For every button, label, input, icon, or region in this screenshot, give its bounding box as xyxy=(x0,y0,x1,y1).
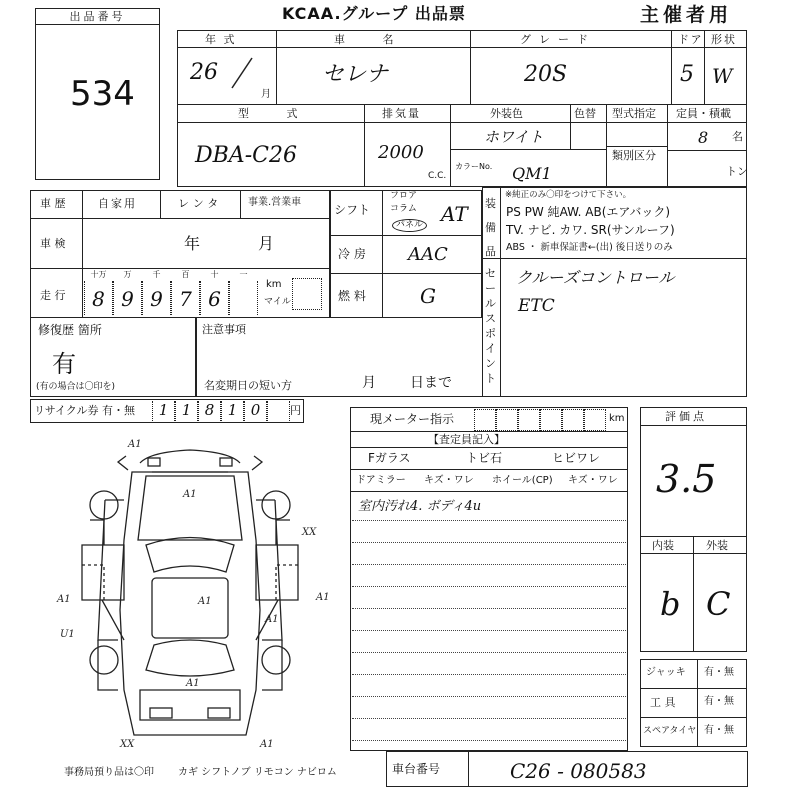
color-code-value: QM1 xyxy=(512,164,552,183)
lot-number-label: 出品番号 xyxy=(36,9,159,25)
notes-month: 月 xyxy=(362,375,376,391)
note-rule-line xyxy=(352,520,626,521)
car-name-label: 車 名 xyxy=(334,33,396,46)
mileage-unit-checkbox xyxy=(292,278,322,310)
mileage-digit-label: 千 xyxy=(152,270,161,279)
shift-option-panel: パネル xyxy=(392,219,427,232)
exterior-label: 外装 xyxy=(706,539,728,552)
recycle-label: リサイクル券 有・無 xyxy=(34,404,135,417)
sales-point-1: クルーズコントロール xyxy=(516,268,675,287)
jack-status: 有・無 xyxy=(704,667,734,678)
stone-chip-label: トビ石 xyxy=(466,451,503,465)
damage-mark: A1 xyxy=(186,678,200,689)
lot-number-box xyxy=(35,8,160,180)
year-value: 26 xyxy=(190,60,218,85)
equipment-note: ※純正のみ〇印をつけて下さい。 xyxy=(505,190,632,200)
exterior-value: C xyxy=(706,585,731,623)
model-label: 型 式 xyxy=(238,107,300,120)
capacity-unit: 名 xyxy=(732,130,743,143)
inspection-label: 車 検 xyxy=(40,237,66,250)
history-label: 車 歴 xyxy=(40,197,66,210)
mirror-state-label: キズ・ワレ xyxy=(424,475,474,486)
damage-mark: A1 xyxy=(128,439,142,450)
mileage-digit: 9 xyxy=(150,287,163,311)
note-rule-line xyxy=(352,564,626,565)
interior-label: 内装 xyxy=(652,539,674,552)
damage-mark: XX xyxy=(302,527,317,538)
inspection-month: 月 xyxy=(258,234,275,253)
recycle-digit: 1 xyxy=(158,401,169,419)
inspector-section-label: 【査定員記入】 xyxy=(428,433,505,446)
rental-option: レンタ xyxy=(178,197,223,210)
mileage-digit: 6 xyxy=(208,287,221,311)
note-rule-line xyxy=(352,674,626,675)
color-label: 外装色 xyxy=(490,107,523,120)
meter-label: 現メーター指示 xyxy=(370,412,455,426)
lot-number-value: 534 xyxy=(70,74,135,114)
mileage-digit: 8 xyxy=(92,287,105,311)
spare-tire-status: 有・無 xyxy=(704,725,734,736)
inspector-note: 室内汚れ4. ボディ4u xyxy=(358,499,482,514)
mileage-digit-label: 十 xyxy=(210,270,219,279)
category-label: 類別区分 xyxy=(612,149,656,162)
rating-score: 3.5 xyxy=(656,457,717,501)
meter-cell-6 xyxy=(584,409,606,431)
ac-value: AAC xyxy=(408,244,448,265)
mileage-digit-label: 十万 xyxy=(90,270,107,279)
inspection-year: 年 xyxy=(184,234,201,253)
meter-cell-4 xyxy=(540,409,562,431)
doors-value: 5 xyxy=(680,62,694,87)
jack-label: ジャッキ xyxy=(646,667,686,678)
year-month-suffix: 月 xyxy=(261,89,271,100)
displacement-value: 2000 xyxy=(378,142,424,163)
mileage-digit: 9 xyxy=(121,287,134,311)
spare-tire-label: スペアタイヤ xyxy=(643,726,697,736)
car-name-value: セレナ xyxy=(322,62,389,87)
recycle-digit-cell xyxy=(267,401,290,421)
ac-label: 冷 房 xyxy=(338,247,366,261)
mileage-digit: 7 xyxy=(179,287,192,311)
tools-status: 有・無 xyxy=(704,696,734,707)
meter-cell-5 xyxy=(562,409,584,431)
meter-cell-2 xyxy=(496,409,518,431)
equipment-line-3: ABS ・ 新車保証書←(出) 後日送りのみ xyxy=(506,242,673,253)
damage-mark: A1 xyxy=(57,594,71,605)
shift-option-floor: フロア xyxy=(390,191,418,201)
mileage-digit-cell xyxy=(229,281,258,315)
type-designation-label: 型式指定 xyxy=(612,107,656,120)
shift-value: AT xyxy=(441,202,468,226)
capacity-value: 8 xyxy=(698,128,709,147)
damage-mark: XX xyxy=(120,739,135,750)
shift-label: シフト xyxy=(334,203,371,217)
color-change-label: 色替 xyxy=(574,107,596,120)
load-unit: トン xyxy=(726,165,748,178)
recycle-digit: 1 xyxy=(227,401,238,419)
equipment-line-2: TV. ナビ. カワ. SR(サンルーフ) xyxy=(506,223,675,237)
shape-value: W xyxy=(712,64,733,88)
year-label: 年 式 xyxy=(205,33,237,46)
meter-unit: km xyxy=(609,413,625,424)
interior-value: b xyxy=(660,585,681,623)
shape-label: 形状 xyxy=(711,33,737,46)
displacement-label: 排気量 xyxy=(382,107,421,120)
damage-mark: A1 xyxy=(198,596,212,607)
form-title: KCAA.グループ 出品票 xyxy=(282,4,466,23)
shift-option-column: コラム xyxy=(390,204,417,214)
note-rule-line xyxy=(352,718,626,719)
recycle-unit: 円 xyxy=(290,404,301,417)
meter-cell-1 xyxy=(474,409,496,431)
note-rule-line xyxy=(352,652,626,653)
chassis-label: 車台番号 xyxy=(392,762,441,776)
chassis-value: C26 - 080583 xyxy=(510,759,647,783)
damage-mark: A1 xyxy=(316,592,330,603)
grade-value: 20S xyxy=(524,62,568,87)
meter-cell-3 xyxy=(518,409,540,431)
note-rule-line xyxy=(352,740,626,741)
displacement-unit: C.C. xyxy=(428,171,447,181)
office-items: カギ シフトノブ リモコン ナビロム xyxy=(178,767,337,778)
notes-label: 注意事項 xyxy=(202,323,246,336)
rating-label: 評価点 xyxy=(665,410,707,423)
mileage-digit-label: 一 xyxy=(239,270,248,279)
note-rule-line xyxy=(352,608,626,609)
organizer-label: 主催者用 xyxy=(640,4,733,26)
damage-mark: A1 xyxy=(183,489,197,500)
mileage-digit-label: 万 xyxy=(123,270,132,279)
repair-value: 有 xyxy=(52,350,76,378)
wheel-state-label: キズ・ワレ xyxy=(568,475,618,486)
recycle-digit: 1 xyxy=(181,401,192,419)
glass-label: Fガラス xyxy=(368,451,411,465)
sales-point-label xyxy=(485,266,497,386)
office-note: 事務局預り品は〇印 xyxy=(64,767,154,778)
business-use-option: 事業.営業車 xyxy=(248,197,302,208)
mileage-label: 走 行 xyxy=(40,289,66,302)
color-code-label: カラーNo. xyxy=(455,162,493,171)
notes-day: 日まで xyxy=(410,375,452,391)
note-rule-line xyxy=(352,586,626,587)
mileage-unit-mile: マイル xyxy=(264,297,291,307)
private-use-option: 自家用 xyxy=(98,197,137,210)
sales-point-label-text: セールスポイント xyxy=(485,267,496,385)
model-value: DBA-C26 xyxy=(195,143,297,168)
mileage-unit-km: km xyxy=(266,279,282,290)
door-mirror-label: ドアミラー xyxy=(356,475,406,486)
damage-mark: A1 xyxy=(265,614,279,625)
color-value: ホワイト xyxy=(484,128,544,146)
damage-mark: A1 xyxy=(260,739,274,750)
wheel-label: ホイール(CP) xyxy=(492,475,553,486)
doors-label: ドア xyxy=(678,33,704,46)
fuel-value: G xyxy=(420,284,436,308)
equipment-label-text: 装備品 xyxy=(485,197,496,258)
note-rule-line xyxy=(352,696,626,697)
recycle-digit: 8 xyxy=(204,401,215,419)
sales-point-2: ETC xyxy=(518,296,555,316)
short-name-change-label: 名変期日の短い方 xyxy=(204,379,292,392)
grade-label: グレード xyxy=(520,33,596,46)
repair-label: 修復歴 箇所 xyxy=(38,323,102,337)
tools-label: 工 具 xyxy=(650,696,676,709)
fuel-label: 燃 料 xyxy=(338,289,366,303)
crack-label: ヒビワレ xyxy=(552,451,601,465)
equipment-line-1: PS PW 純AW. AB(エアバック) xyxy=(506,205,671,219)
mileage-digit-label: 百 xyxy=(181,270,190,279)
capacity-label: 定員・積載 xyxy=(676,107,731,120)
note-rule-line xyxy=(352,542,626,543)
damage-mark: U1 xyxy=(60,629,75,640)
note-rule-line xyxy=(352,630,626,631)
recycle-digit: 0 xyxy=(250,401,261,419)
repair-note: (有の場合は〇印を) xyxy=(36,382,116,392)
equipment-label xyxy=(485,192,497,264)
